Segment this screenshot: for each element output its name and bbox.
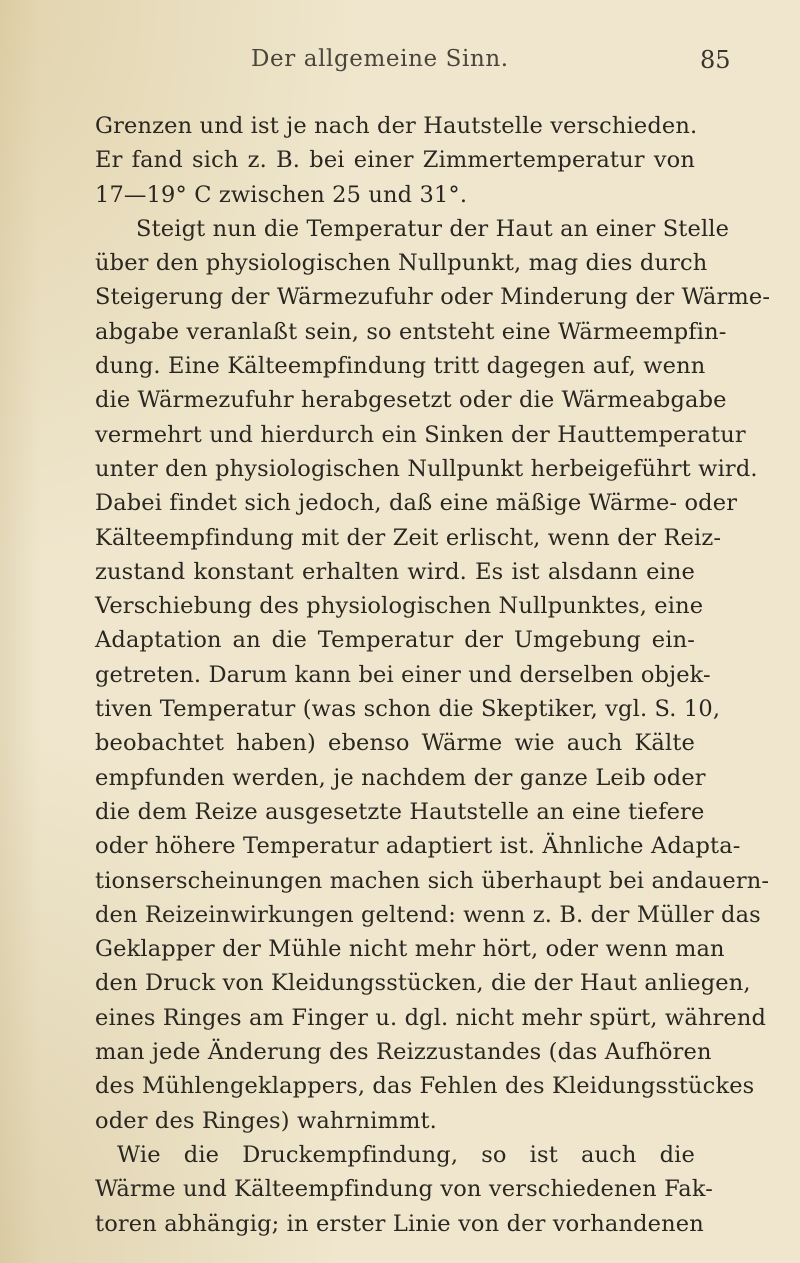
text-line: eines Ringes am Finger u. dgl. nicht mehr spürt, während [95, 1004, 767, 1031]
text-line: Adaptation an die Temperatur der Umgebung ein- [95, 627, 695, 654]
text-line: vermehrt und hierdurch ein Sinken der Hauttemperatur [95, 421, 746, 448]
text-line: 17—19° C zwischen 25 und 31°. [95, 181, 468, 208]
text-line: Steigerung der Wärmezufuhr oder Minderung der Wärme- [95, 284, 771, 311]
text-line: Steigt nun die Temperatur der Haut an einer Stelle [136, 215, 730, 242]
running-title: Der allgemeine Sinn. [251, 46, 509, 72]
text-line: den Druck von Kleidungsstücken, die der Haut anliegen, [95, 970, 751, 997]
text-line: man jede Änderung des Reizzustandes (das Aufhören [95, 1039, 712, 1066]
text-line: beobachtet haben) ebenso Wärme wie auch Kälte [95, 730, 695, 757]
text-line: Kälteempfindung mit der Zeit erlischt, wenn der Reiz- [95, 524, 722, 551]
text-line: Wärme und Kälteempfindung von verschiedenen Fak- [95, 1176, 714, 1203]
text-line: toren abhängig; in erster Linie von der vorhandenen [95, 1210, 704, 1237]
text-line: oder höhere Temperatur adaptiert ist. Ähnliche Adapta- [95, 833, 741, 860]
text-line: den Reizeinwirkungen geltend: wenn z. B. der Müller das [95, 901, 761, 928]
body-text [95, 109, 771, 1241]
text-line: des Mühlengeklappers, das Fehlen des Kleidungsstückes [95, 1073, 755, 1100]
text-line: Er fand sich z. B. bei einer Zimmertemperatur von [95, 147, 695, 174]
running-head [0, 46, 800, 80]
text-line: Dabei findet sich jedoch, daß eine mäßige Wärme- oder [95, 490, 738, 517]
text-line: tiven Temperatur (was schon die Skeptiker, vgl. S. 10, [95, 696, 721, 723]
text-line: abgabe veranlaßt sein, so entsteht eine Wärmeempfin- [95, 318, 727, 345]
text-line: dung. Eine Kälteempfindung tritt dagegen auf, wenn [95, 353, 706, 380]
text-line: die Wärmezufuhr herabgesetzt oder die Wärmeabgabe [95, 387, 727, 414]
text-line: Grenzen und ist je nach der Hautstelle verschieden. [95, 113, 698, 139]
page-number: 85 [700, 46, 731, 74]
text-line: über den physiologischen Nullpunkt, mag dies durch [95, 250, 708, 277]
text-line: tionserscheinungen machen sich überhaupt bei andauern- [95, 867, 770, 894]
text-line: unter den physiologischen Nullpunkt herbeigeführt wird. [95, 455, 758, 482]
text-line: getreten. Darum kann bei einer und derselben objek- [95, 661, 711, 688]
text-line: Geklapper der Mühle nicht mehr hört, oder wenn man [95, 936, 725, 963]
text-line: Verschiebung des physiologischen Nullpunktes, eine [95, 593, 704, 620]
text-line: zustand konstant erhalten wird. Es ist alsdann eine [95, 558, 695, 585]
text-line: die dem Reize ausgesetzte Hautstelle an eine tiefere [95, 798, 705, 825]
text-line: Wie die Druckempfindung, so ist auch die [117, 1141, 695, 1168]
text-line: oder des Ringes) wahrnimmt. [95, 1107, 437, 1134]
text-line: empfunden werden, je nachdem der ganze Leib oder [95, 764, 706, 791]
